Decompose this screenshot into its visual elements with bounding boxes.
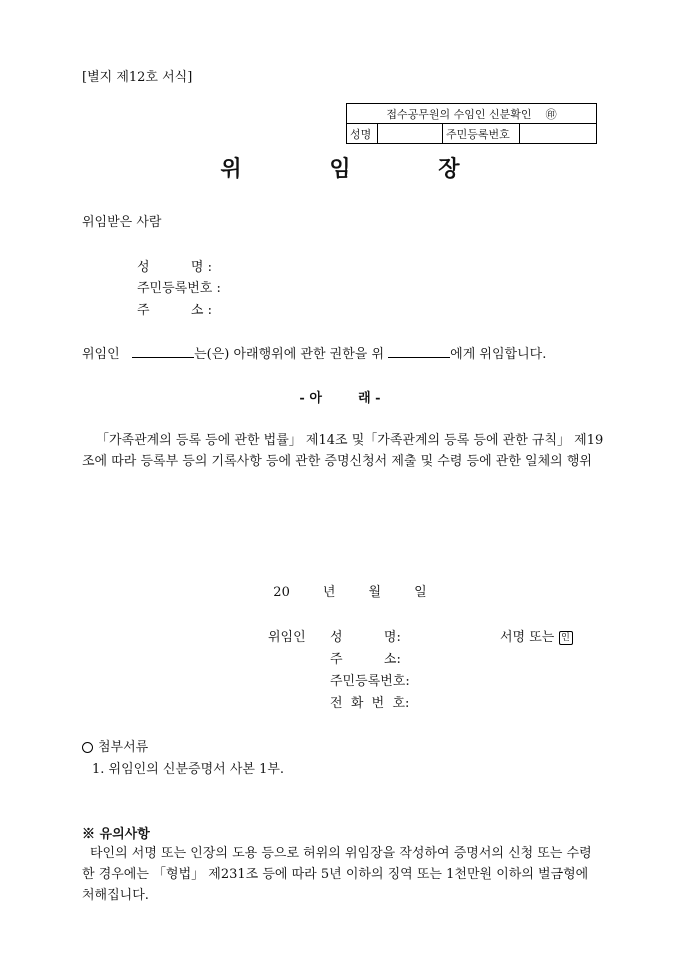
seal-icon: 인	[559, 631, 573, 645]
page-title	[0, 152, 680, 183]
delegator-address-label: 주 소:	[330, 652, 401, 667]
delegate-id-label: 주민등록번호 :	[137, 281, 221, 296]
title-char-2: 임	[329, 156, 351, 182]
notice-heading: ※ 유의사항	[82, 827, 150, 842]
receipt-id-field[interactable]	[520, 124, 597, 144]
delegator-blank[interactable]	[132, 345, 194, 358]
attachment-item-1: 1. 위임인의 신분증명서 사본 1부.	[92, 762, 285, 777]
below-heading: - 아 래 -	[299, 391, 381, 406]
delegate-address-label: 주 소 :	[137, 303, 212, 318]
delegator-label: 위임인	[268, 630, 306, 645]
delegate-blank[interactable]	[388, 345, 450, 358]
statement-middle: 는(은) 아래행위에 관한 권한을 위	[194, 347, 385, 362]
circle-bullet-icon	[82, 742, 93, 753]
statement-suffix: 에게 위임합니다.	[450, 347, 547, 362]
delegation-statement	[82, 343, 546, 362]
signature-area	[500, 626, 573, 645]
receipt-id-label: 주민등록번호	[443, 124, 520, 144]
receipt-name-field[interactable]	[378, 124, 443, 144]
receipt-header: 접수공무원의 수임인 신분확인	[386, 107, 532, 121]
title-char-1: 위	[220, 156, 242, 182]
sign-label: 서명 또는	[500, 630, 555, 645]
form-number: [별지 제12호 서식]	[82, 70, 193, 85]
delegate-name-label: 성 명 :	[137, 260, 212, 275]
statement-prefix: 위임인	[82, 347, 120, 362]
act-description: 「가족관계의 등록 등에 관한 법률」 제14조 및「가족관계의 등록 등에 관한 규칙」 제19조에 따라 등록부 등의 기록사항 등에 관한 증명신청서 제출 및 수령 등에 관한 일체의 행위	[82, 433, 604, 469]
delegator-phone-label: 전 화 번 호:	[330, 696, 410, 711]
delegator-name-label: 성 명:	[330, 630, 401, 645]
receipt-confirmation-box	[346, 103, 597, 144]
delegate-heading: 위임받은 사람	[82, 215, 162, 230]
seal-mark: ㊞	[545, 107, 557, 121]
delegator-id-label: 주민등록번호:	[330, 674, 410, 689]
notice-body: 타인의 서명 또는 인장의 도용 등으로 허위의 위임장을 작성하여 증명서의 신청 또는 수령한 경우에는 「형법」 제231조 등에 따라 5년 이하의 징역 또는 1천만원 이하의 벌금형에 처해집니다.	[82, 846, 592, 903]
receipt-header-cell	[347, 104, 597, 124]
receipt-name-label: 성명	[347, 124, 378, 144]
attachments-heading: 첨부서류	[98, 740, 149, 755]
attachments-heading-row	[82, 736, 148, 755]
date-line: 20 년 월 일	[273, 585, 427, 600]
title-char-3: 장	[438, 156, 460, 182]
